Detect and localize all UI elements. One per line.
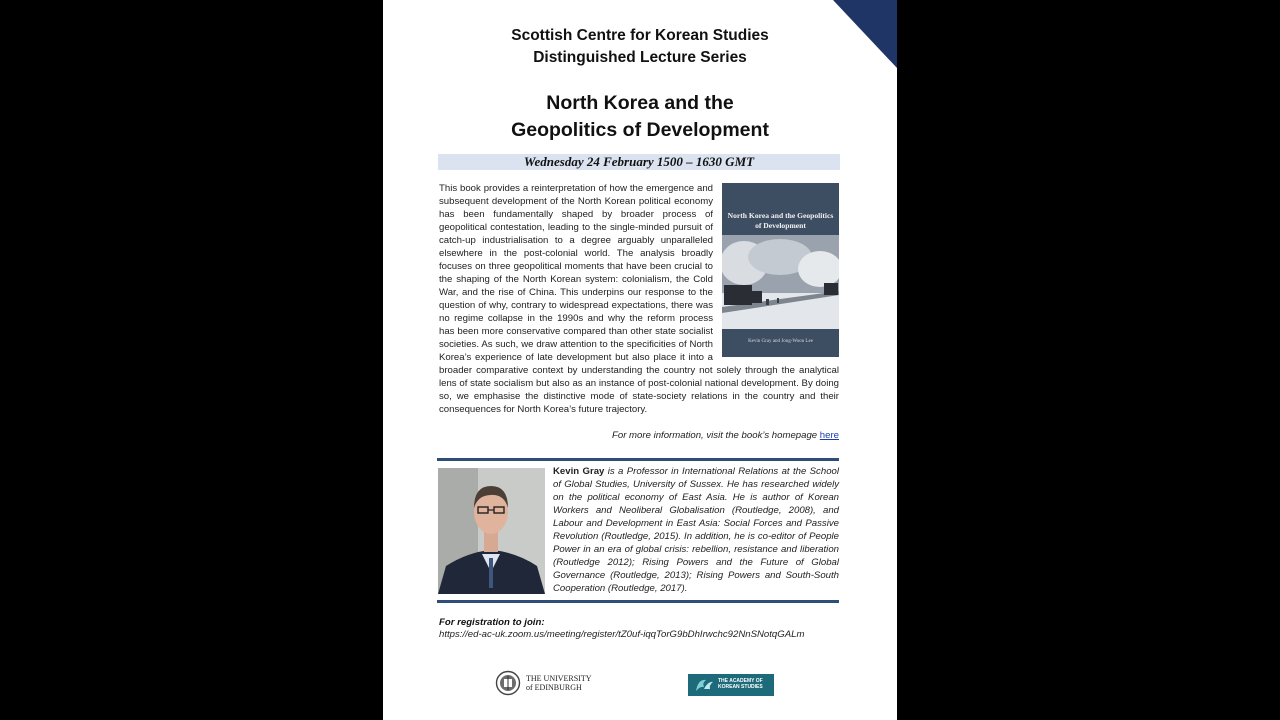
speaker-portrait — [438, 468, 545, 594]
university-of-edinburgh-logo — [526, 674, 592, 692]
registration-url[interactable]: https://ed-ac-uk.zoom.us/meeting/register/tZ0uf-iqqTorG9bDhIrwchc92NnSNotqGALm — [439, 629, 805, 640]
book-cover-title: North Korea and the Geopolitics of Development — [727, 211, 834, 230]
lecture-title-line1: North Korea and the — [546, 92, 734, 114]
lecture-poster — [383, 0, 897, 720]
book-cover-authors: Kevin Gray and Jong-Woon Lee — [748, 339, 813, 344]
academy-of-korean-studies-logo — [688, 674, 774, 696]
book-cover-image — [722, 183, 839, 357]
uoe-logo-line1: THE UNIVERSITY — [526, 674, 592, 683]
section-divider-bottom — [437, 600, 839, 603]
speaker-bio-text: is a Professor in International Relations at the School of Global Studies, University of Sussex. He has researched widely on the political economy of East Asia. He is author of Korean Workers and Neoliberal Globalisation (Routledge, 2008), and Labour and Development in East Asia: Social Forces and Passive Revolution (Routledge, 2015). In addition, he is co-editor of People Power in an era of global crisis: rebellion, resistance and liberation (Routledge 2012); Rising Powers and the Future of Global Governance (Routledge, 2013); Rising Powers and South-South Cooperation (Routledge, 2017). — [553, 466, 839, 594]
uoe-logo-line2: of EDINBURGH — [526, 683, 582, 692]
aks-emblem-icon — [694, 677, 714, 693]
more-info-text: For more information, visit the book’s homepage — [612, 430, 820, 441]
aks-logo-line2: KOREAN STUDIES — [718, 684, 763, 690]
abstract-text: This book provides a reinterpretation of how the emergence and subsequent development of the North Korean political economy has been fundamentally shaped by broader process of geopolitical contestation, leading to the single-minded pursuit of catch-up industrialisation to a degree arguably unparalleled elsewhere in the post-colonial world. The analysis broadly focuses on three geopolitical moments that have been crucial to the shaping of the North Korean system: colonialism, the Cold War, and the rise of China. This underpins our response to the question of why, contrary to widespread expectations, there was no regime collapse in the 1990s and why the reform process has been more conservative compared than other state socialist societies. As such, we draw attention to the specificities of North Korea’s experience of late development but also place it into a broader comparative context by understanding the country not solely through the analytical lens of state socialism but also as an instance of post-colonial national development. By doing so, we emphasise the distinctive mode of state-society relations in the country and their consequences for North Korea’s future trajectory. — [439, 183, 839, 415]
train-photo-image — [722, 235, 839, 329]
registration-label: For registration to join: — [439, 617, 545, 628]
series-subtitle: Distinguished Lecture Series — [533, 49, 747, 66]
aks-logo-line1: THE ACADEMY OF — [718, 678, 763, 684]
series-name: Scottish Centre for Korean Studies — [511, 27, 769, 44]
event-datetime: Wednesday 24 February 1500 – 1630 GMT — [438, 154, 840, 170]
book-abstract — [439, 182, 839, 416]
section-divider-top — [437, 458, 839, 461]
more-info-line — [612, 430, 839, 441]
speaker-name: Kevin Gray — [553, 466, 605, 477]
lecture-title-line2: Geopolitics of Development — [511, 119, 769, 141]
book-homepage-link[interactable]: here — [819, 430, 839, 441]
speaker-bio — [553, 465, 839, 595]
